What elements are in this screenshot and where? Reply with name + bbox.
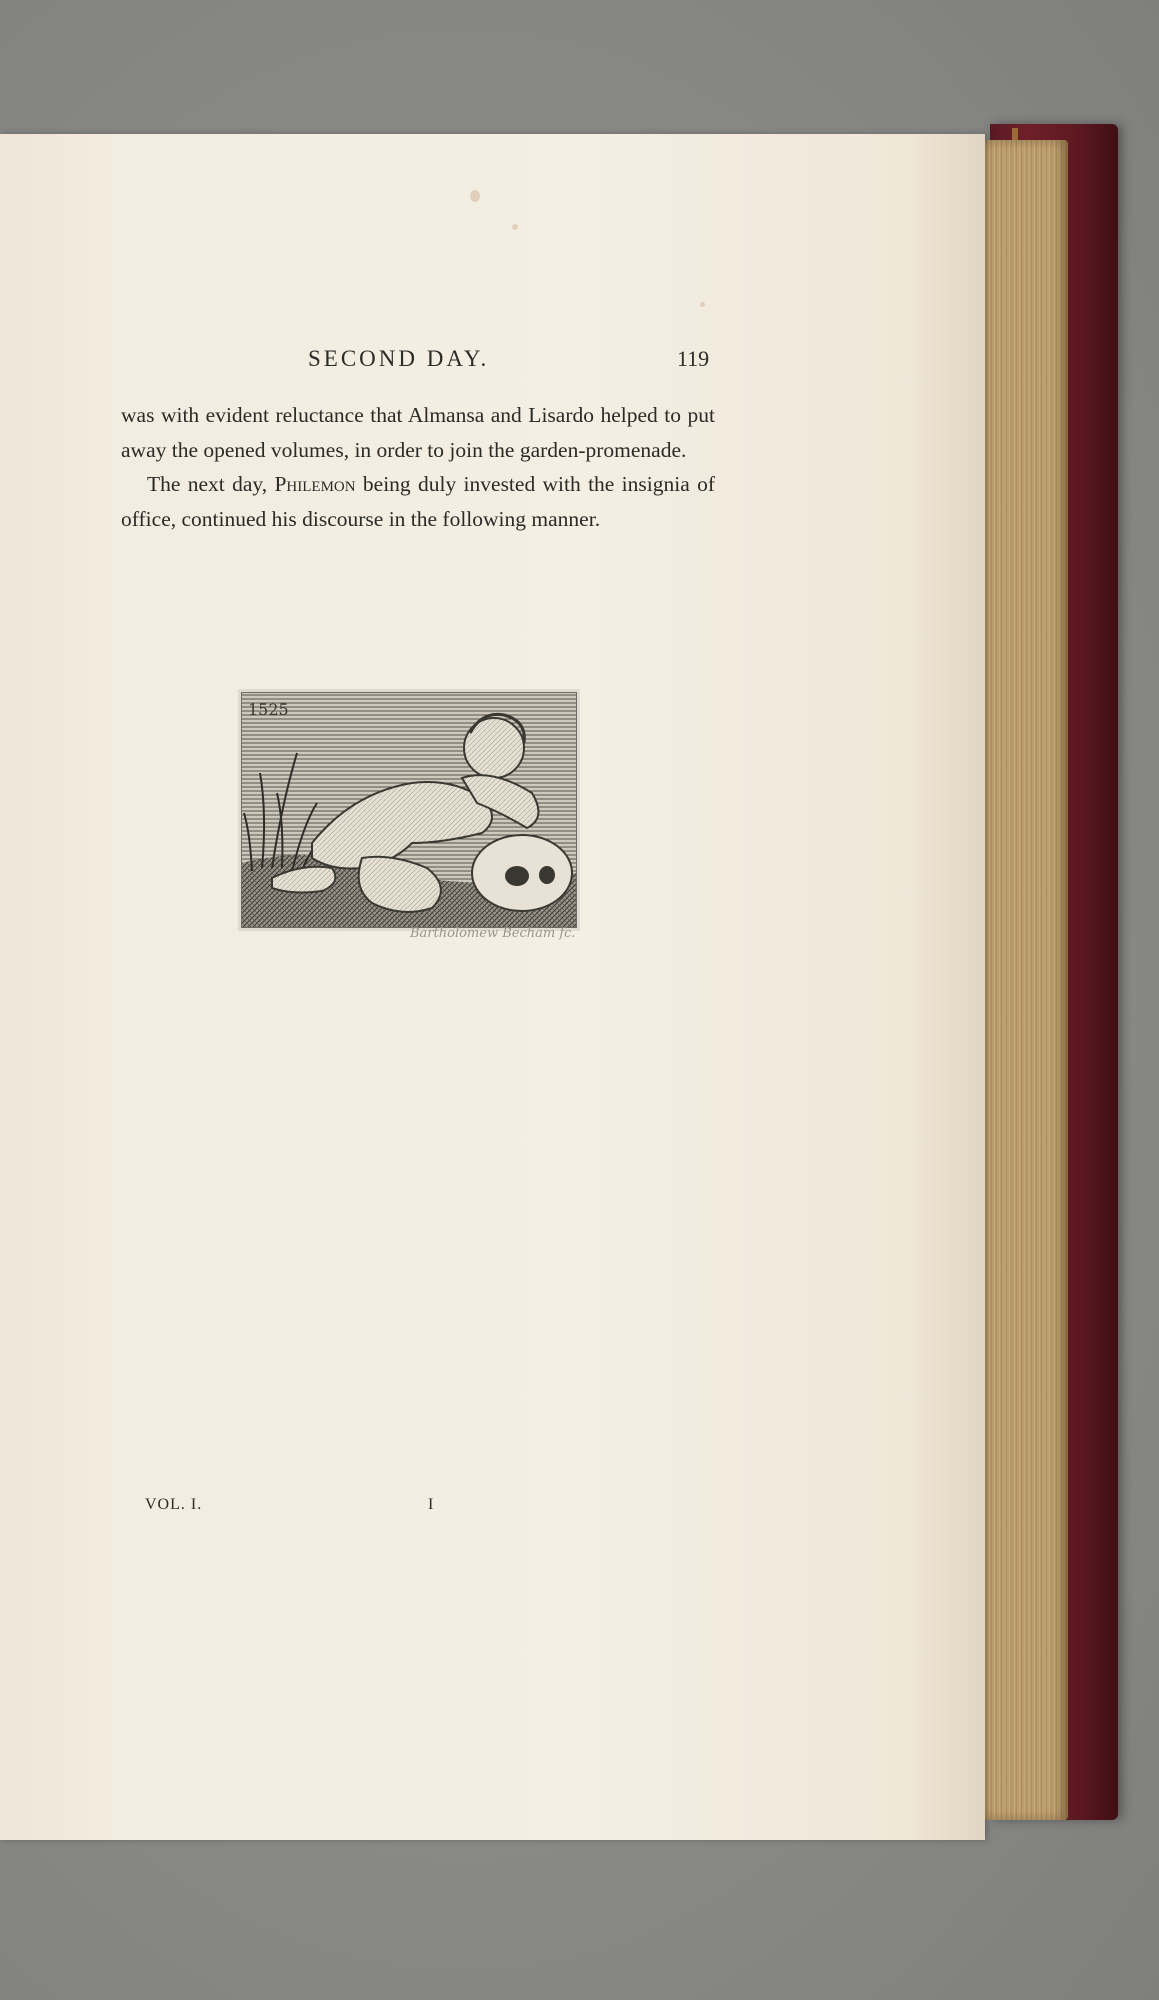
paragraph bbox=[121, 467, 715, 536]
footer-signature-mark: I bbox=[428, 1496, 434, 1513]
footer-volume: VOL. I. bbox=[145, 1496, 203, 1513]
book-page bbox=[0, 134, 985, 1840]
page-block-edge bbox=[978, 140, 1068, 1820]
paragraph-text-after: being duly invested with the insignia of office, continued his discourse in the following manner. bbox=[121, 472, 715, 531]
engraving-date: 1525 bbox=[248, 700, 289, 719]
foxing-spot bbox=[512, 224, 518, 230]
paragraph bbox=[121, 398, 715, 467]
paragraph-text-before: The next day, bbox=[147, 472, 275, 496]
foxing-spot bbox=[700, 302, 705, 307]
engraving-skull-eye bbox=[539, 866, 555, 884]
engraver-signature: Bartholomew Becham fc. bbox=[410, 926, 576, 941]
engraving-illustration bbox=[241, 692, 577, 928]
running-head: SECOND DAY. bbox=[308, 346, 490, 371]
engraving-image bbox=[242, 693, 576, 927]
page-number: 119 bbox=[677, 346, 710, 371]
foxing-spot bbox=[470, 190, 480, 202]
paragraph-text: was with evident reluctance that Almansa and Lisardo helped to put away the opened volumes, in order to join the garden-promenade. bbox=[121, 403, 715, 462]
small-caps-name: Philemon bbox=[274, 472, 356, 496]
engraving-skull-eye bbox=[505, 866, 529, 886]
body-text bbox=[121, 398, 715, 536]
